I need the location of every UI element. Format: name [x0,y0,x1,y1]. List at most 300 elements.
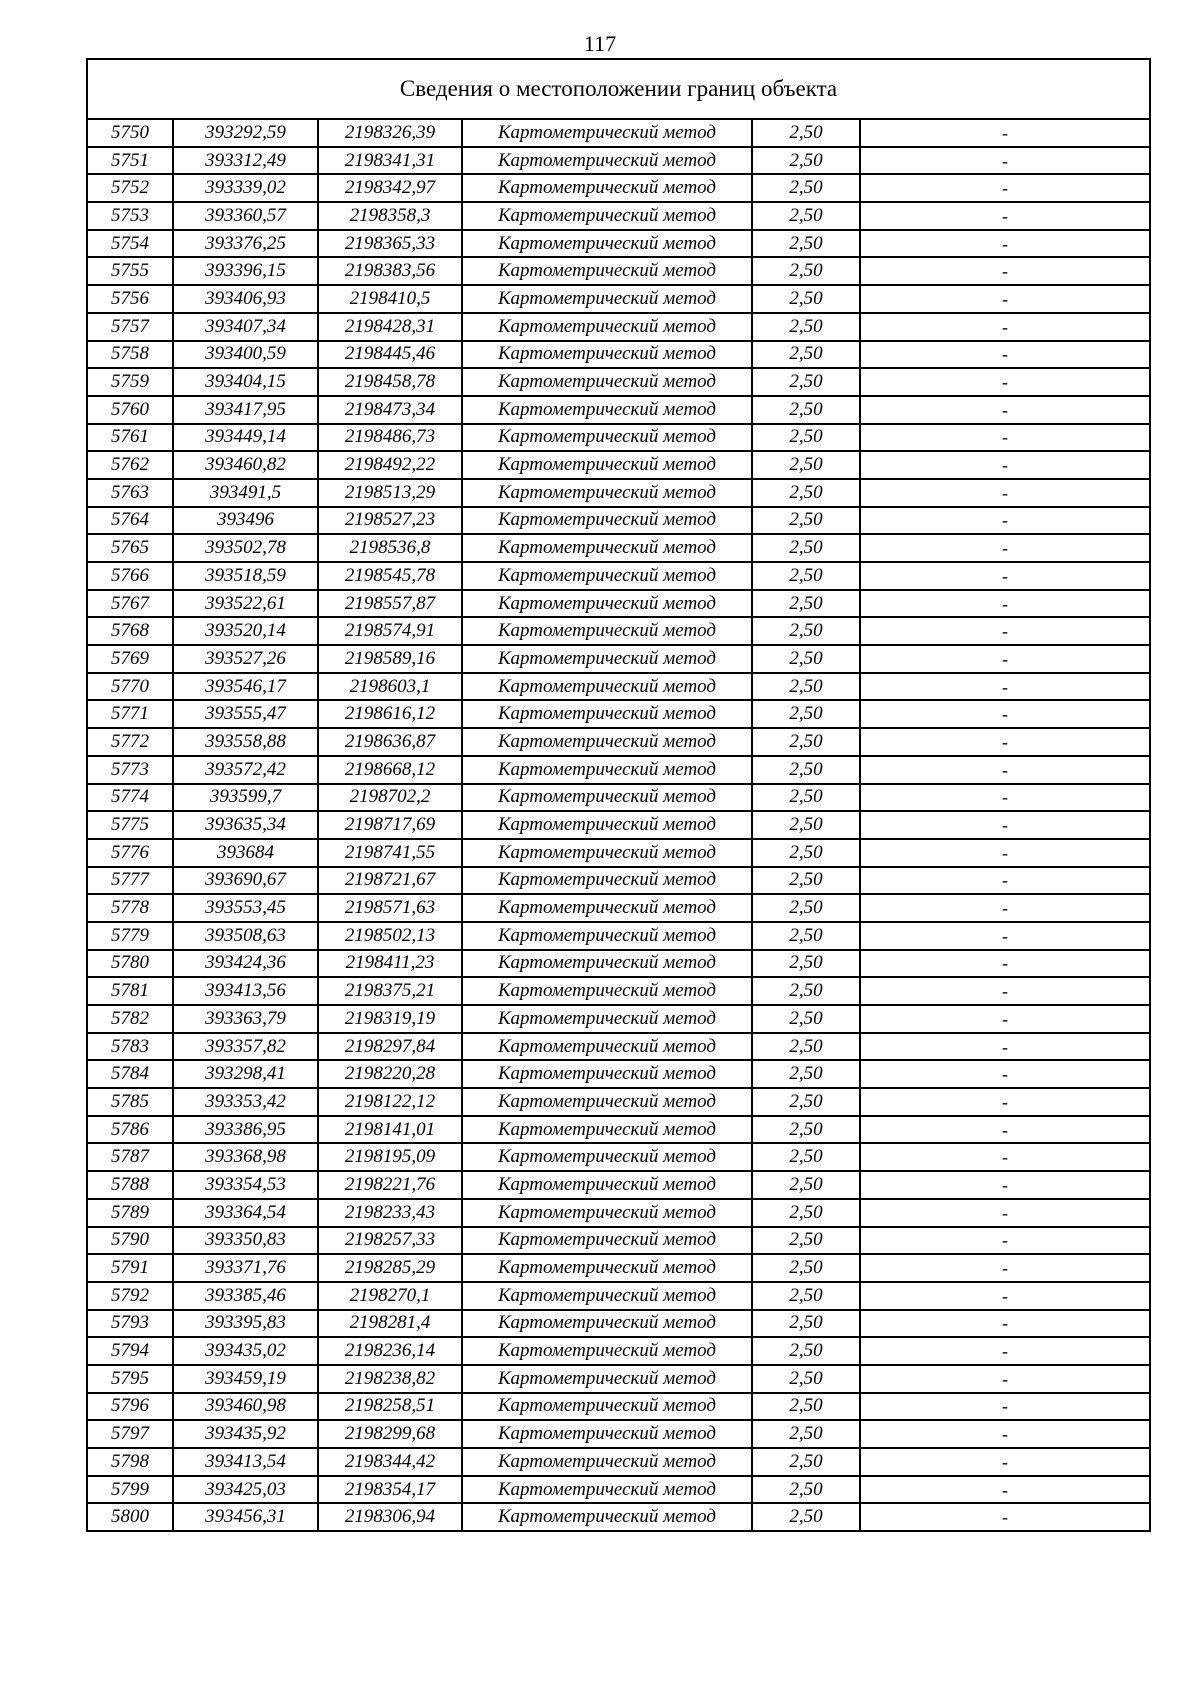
note-cell: - [860,839,1150,867]
note-cell: - [860,673,1150,701]
point-number-cell: 5762 [87,451,173,479]
y-coordinate-cell: 2198341,31 [318,147,462,175]
method-cell: Картометрический метод [462,700,752,728]
y-coordinate-cell: 2198473,34 [318,396,462,424]
point-number-cell: 5765 [87,534,173,562]
x-coordinate-cell: 393406,93 [173,285,318,313]
accuracy-cell: 2,50 [752,562,860,590]
x-coordinate-cell: 393502,78 [173,534,318,562]
accuracy-cell: 2,50 [752,1420,860,1448]
table-row [87,451,1150,479]
note-cell: - [860,562,1150,590]
method-cell: Картометрический метод [462,147,752,175]
accuracy-cell: 2,50 [752,1199,860,1227]
note-cell: - [860,230,1150,258]
y-coordinate-cell: 2198486,73 [318,424,462,452]
method-cell: Картометрический метод [462,119,752,147]
table-row [87,479,1150,507]
y-coordinate-cell: 2198220,28 [318,1060,462,1088]
accuracy-cell: 2,50 [752,119,860,147]
note-cell: - [860,1337,1150,1365]
method-cell: Картометрический метод [462,1199,752,1227]
page-number: 117 [583,31,617,56]
table-row [87,1088,1150,1116]
accuracy-cell: 2,50 [752,1337,860,1365]
y-coordinate-cell: 2198702,2 [318,784,462,812]
table-row [87,1060,1150,1088]
note-cell: - [860,867,1150,895]
method-cell: Картометрический метод [462,977,752,1005]
note-cell: - [860,368,1150,396]
note-cell: - [860,313,1150,341]
table-row [87,590,1150,618]
point-number-cell: 5775 [87,811,173,839]
method-cell: Картометрический метод [462,341,752,369]
note-cell: - [860,396,1150,424]
point-number-cell: 5785 [87,1088,173,1116]
point-number-cell: 5772 [87,728,173,756]
note-cell: - [860,1171,1150,1199]
point-number-cell: 5757 [87,313,173,341]
point-number-cell: 5789 [87,1199,173,1227]
accuracy-cell: 2,50 [752,1005,860,1033]
note-cell: - [860,257,1150,285]
y-coordinate-cell: 2198281,4 [318,1310,462,1338]
method-cell: Картометрический метод [462,368,752,396]
table-row [87,673,1150,701]
x-coordinate-cell: 393491,5 [173,479,318,507]
accuracy-cell: 2,50 [752,424,860,452]
y-coordinate-cell: 2198636,87 [318,728,462,756]
accuracy-cell: 2,50 [752,1393,860,1421]
point-number-cell: 5782 [87,1005,173,1033]
note-cell: - [860,147,1150,175]
y-coordinate-cell: 2198299,68 [318,1420,462,1448]
method-cell: Картометрический метод [462,1365,752,1393]
note-cell: - [860,534,1150,562]
y-coordinate-cell: 2198717,69 [318,811,462,839]
x-coordinate-cell: 393424,36 [173,950,318,978]
accuracy-cell: 2,50 [752,700,860,728]
table-row [87,867,1150,895]
x-coordinate-cell: 393690,67 [173,867,318,895]
method-cell: Картометрический метод [462,728,752,756]
table-row [87,313,1150,341]
point-number-cell: 5784 [87,1060,173,1088]
table-row [87,285,1150,313]
table-row [87,562,1150,590]
note-cell: - [860,424,1150,452]
x-coordinate-cell: 393357,82 [173,1033,318,1061]
y-coordinate-cell: 2198557,87 [318,590,462,618]
table-row [87,1227,1150,1255]
y-coordinate-cell: 2198238,82 [318,1365,462,1393]
table-row [87,1393,1150,1421]
method-cell: Картометрический метод [462,1420,752,1448]
y-coordinate-cell: 2198319,19 [318,1005,462,1033]
x-coordinate-cell: 393312,49 [173,147,318,175]
table-row [87,1476,1150,1504]
method-cell: Картометрический метод [462,645,752,673]
table-row [87,1005,1150,1033]
method-cell: Картометрический метод [462,1116,752,1144]
y-coordinate-cell: 2198458,78 [318,368,462,396]
accuracy-cell: 2,50 [752,894,860,922]
note-cell: - [860,1365,1150,1393]
point-number-cell: 5750 [87,119,173,147]
accuracy-cell: 2,50 [752,1060,860,1088]
point-number-cell: 5780 [87,950,173,978]
y-coordinate-cell: 2198257,33 [318,1227,462,1255]
note-cell: - [860,1420,1150,1448]
point-number-cell: 5754 [87,230,173,258]
table-row [87,202,1150,230]
point-number-cell: 5766 [87,562,173,590]
y-coordinate-cell: 2198574,91 [318,617,462,645]
note-cell: - [860,700,1150,728]
y-coordinate-cell: 2198258,51 [318,1393,462,1421]
point-number-cell: 5761 [87,424,173,452]
y-coordinate-cell: 2198236,14 [318,1337,462,1365]
note-cell: - [860,894,1150,922]
point-number-cell: 5759 [87,368,173,396]
point-number-cell: 5769 [87,645,173,673]
note-cell: - [860,977,1150,1005]
x-coordinate-cell: 393371,76 [173,1254,318,1282]
x-coordinate-cell: 393518,59 [173,562,318,590]
accuracy-cell: 2,50 [752,590,860,618]
note-cell: - [860,1143,1150,1171]
note-cell: - [860,756,1150,784]
x-coordinate-cell: 393599,7 [173,784,318,812]
point-number-cell: 5793 [87,1310,173,1338]
y-coordinate-cell: 2198428,31 [318,313,462,341]
x-coordinate-cell: 393546,17 [173,673,318,701]
accuracy-cell: 2,50 [752,1310,860,1338]
method-cell: Картометрический метод [462,424,752,452]
note-cell: - [860,1033,1150,1061]
method-cell: Картометрический метод [462,230,752,258]
point-number-cell: 5796 [87,1393,173,1421]
point-number-cell: 5787 [87,1143,173,1171]
accuracy-cell: 2,50 [752,784,860,812]
table-row [87,174,1150,202]
y-coordinate-cell: 2198502,13 [318,922,462,950]
point-number-cell: 5770 [87,673,173,701]
table-body [87,119,1150,1531]
table-row [87,1503,1150,1531]
accuracy-cell: 2,50 [752,1143,860,1171]
table-row [87,1033,1150,1061]
point-number-cell: 5783 [87,1033,173,1061]
accuracy-cell: 2,50 [752,645,860,673]
table-row [87,230,1150,258]
accuracy-cell: 2,50 [752,202,860,230]
accuracy-cell: 2,50 [752,396,860,424]
accuracy-cell: 2,50 [752,1088,860,1116]
table-row [87,700,1150,728]
y-coordinate-cell: 2198721,67 [318,867,462,895]
method-cell: Картометрический метод [462,1282,752,1310]
x-coordinate-cell: 393292,59 [173,119,318,147]
accuracy-cell: 2,50 [752,230,860,258]
table-row [87,922,1150,950]
accuracy-cell: 2,50 [752,950,860,978]
y-coordinate-cell: 2198527,23 [318,507,462,535]
note-cell: - [860,1005,1150,1033]
method-cell: Картометрический метод [462,1310,752,1338]
accuracy-cell: 2,50 [752,617,860,645]
point-number-cell: 5771 [87,700,173,728]
table-row [87,1337,1150,1365]
note-cell: - [860,645,1150,673]
boundary-coordinates-table [86,58,1151,1532]
note-cell: - [860,174,1150,202]
x-coordinate-cell: 393298,41 [173,1060,318,1088]
y-coordinate-cell: 2198342,97 [318,174,462,202]
x-coordinate-cell: 393460,82 [173,451,318,479]
x-coordinate-cell: 393425,03 [173,1476,318,1504]
table-row [87,368,1150,396]
note-cell: - [860,922,1150,950]
x-coordinate-cell: 393456,31 [173,1503,318,1531]
method-cell: Картометрический метод [462,1254,752,1282]
table-row [87,424,1150,452]
table-row [87,507,1150,535]
x-coordinate-cell: 393364,54 [173,1199,318,1227]
method-cell: Картометрический метод [462,811,752,839]
point-number-cell: 5800 [87,1503,173,1531]
method-cell: Картометрический метод [462,562,752,590]
method-cell: Картометрический метод [462,1476,752,1504]
table-row [87,645,1150,673]
x-coordinate-cell: 393396,15 [173,257,318,285]
y-coordinate-cell: 2198603,1 [318,673,462,701]
y-coordinate-cell: 2198285,29 [318,1254,462,1282]
y-coordinate-cell: 2198306,94 [318,1503,462,1531]
accuracy-cell: 2,50 [752,756,860,784]
accuracy-cell: 2,50 [752,977,860,1005]
table-row [87,756,1150,784]
note-cell: - [860,1393,1150,1421]
table-row [87,1116,1150,1144]
note-cell: - [860,1199,1150,1227]
note-cell: - [860,811,1150,839]
accuracy-cell: 2,50 [752,285,860,313]
y-coordinate-cell: 2198326,39 [318,119,462,147]
x-coordinate-cell: 393508,63 [173,922,318,950]
x-coordinate-cell: 393386,95 [173,1116,318,1144]
accuracy-cell: 2,50 [752,867,860,895]
accuracy-cell: 2,50 [752,1503,860,1531]
table-title-row [87,59,1150,119]
accuracy-cell: 2,50 [752,147,860,175]
y-coordinate-cell: 2198445,46 [318,341,462,369]
table-row [87,1254,1150,1282]
x-coordinate-cell: 393350,83 [173,1227,318,1255]
accuracy-cell: 2,50 [752,1033,860,1061]
accuracy-cell: 2,50 [752,1365,860,1393]
y-coordinate-cell: 2198536,8 [318,534,462,562]
x-coordinate-cell: 393413,54 [173,1448,318,1476]
point-number-cell: 5798 [87,1448,173,1476]
method-cell: Картометрический метод [462,174,752,202]
note-cell: - [860,119,1150,147]
x-coordinate-cell: 393527,26 [173,645,318,673]
method-cell: Картометрический метод [462,313,752,341]
x-coordinate-cell: 393553,45 [173,894,318,922]
note-cell: - [860,507,1150,535]
y-coordinate-cell: 2198344,42 [318,1448,462,1476]
method-cell: Картометрический метод [462,894,752,922]
table-row [87,784,1150,812]
table-row [87,811,1150,839]
note-cell: - [860,1476,1150,1504]
y-coordinate-cell: 2198221,76 [318,1171,462,1199]
table-row [87,257,1150,285]
point-number-cell: 5758 [87,341,173,369]
y-coordinate-cell: 2198358,3 [318,202,462,230]
method-cell: Картометрический метод [462,1393,752,1421]
point-number-cell: 5792 [87,1282,173,1310]
note-cell: - [860,728,1150,756]
point-number-cell: 5755 [87,257,173,285]
method-cell: Картометрический метод [462,396,752,424]
x-coordinate-cell: 393407,34 [173,313,318,341]
point-number-cell: 5774 [87,784,173,812]
method-cell: Картометрический метод [462,534,752,562]
x-coordinate-cell: 393400,59 [173,341,318,369]
method-cell: Картометрический метод [462,1503,752,1531]
note-cell: - [860,479,1150,507]
table-row [87,534,1150,562]
method-cell: Картометрический метод [462,867,752,895]
accuracy-cell: 2,50 [752,174,860,202]
table-row [87,1143,1150,1171]
accuracy-cell: 2,50 [752,507,860,535]
point-number-cell: 5751 [87,147,173,175]
accuracy-cell: 2,50 [752,811,860,839]
method-cell: Картометрический метод [462,1171,752,1199]
accuracy-cell: 2,50 [752,1171,860,1199]
x-coordinate-cell: 393395,83 [173,1310,318,1338]
x-coordinate-cell: 393435,02 [173,1337,318,1365]
x-coordinate-cell: 393558,88 [173,728,318,756]
note-cell: - [860,950,1150,978]
note-cell: - [860,451,1150,479]
method-cell: Картометрический метод [462,839,752,867]
accuracy-cell: 2,50 [752,1476,860,1504]
x-coordinate-cell: 393459,19 [173,1365,318,1393]
point-number-cell: 5752 [87,174,173,202]
note-cell: - [860,617,1150,645]
y-coordinate-cell: 2198383,56 [318,257,462,285]
point-number-cell: 5764 [87,507,173,535]
accuracy-cell: 2,50 [752,313,860,341]
note-cell: - [860,1254,1150,1282]
method-cell: Картометрический метод [462,451,752,479]
accuracy-cell: 2,50 [752,673,860,701]
table-row [87,1310,1150,1338]
y-coordinate-cell: 2198545,78 [318,562,462,590]
point-number-cell: 5776 [87,839,173,867]
y-coordinate-cell: 2198233,43 [318,1199,462,1227]
x-coordinate-cell: 393360,57 [173,202,318,230]
method-cell: Картометрический метод [462,1337,752,1365]
point-number-cell: 5799 [87,1476,173,1504]
y-coordinate-cell: 2198354,17 [318,1476,462,1504]
x-coordinate-cell: 393413,56 [173,977,318,1005]
method-cell: Картометрический метод [462,950,752,978]
table-row [87,839,1150,867]
x-coordinate-cell: 393520,14 [173,617,318,645]
y-coordinate-cell: 2198270,1 [318,1282,462,1310]
y-coordinate-cell: 2198513,29 [318,479,462,507]
y-coordinate-cell: 2198411,23 [318,950,462,978]
x-coordinate-cell: 393496 [173,507,318,535]
y-coordinate-cell: 2198616,12 [318,700,462,728]
y-coordinate-cell: 2198571,63 [318,894,462,922]
y-coordinate-cell: 2198141,01 [318,1116,462,1144]
accuracy-cell: 2,50 [752,728,860,756]
method-cell: Картометрический метод [462,1143,752,1171]
point-number-cell: 5788 [87,1171,173,1199]
table-row [87,119,1150,147]
note-cell: - [860,590,1150,618]
accuracy-cell: 2,50 [752,368,860,396]
x-coordinate-cell: 393635,34 [173,811,318,839]
table-row [87,1282,1150,1310]
accuracy-cell: 2,50 [752,341,860,369]
point-number-cell: 5786 [87,1116,173,1144]
method-cell: Картометрический метод [462,922,752,950]
x-coordinate-cell: 393684 [173,839,318,867]
x-coordinate-cell: 393555,47 [173,700,318,728]
x-coordinate-cell: 393354,53 [173,1171,318,1199]
point-number-cell: 5791 [87,1254,173,1282]
accuracy-cell: 2,50 [752,1116,860,1144]
x-coordinate-cell: 393385,46 [173,1282,318,1310]
table-row [87,728,1150,756]
x-coordinate-cell: 393460,98 [173,1393,318,1421]
table-row [87,1420,1150,1448]
method-cell: Картометрический метод [462,1448,752,1476]
table-row [87,341,1150,369]
y-coordinate-cell: 2198589,16 [318,645,462,673]
method-cell: Картометрический метод [462,673,752,701]
point-number-cell: 5778 [87,894,173,922]
method-cell: Картометрический метод [462,1060,752,1088]
point-number-cell: 5763 [87,479,173,507]
point-number-cell: 5781 [87,977,173,1005]
method-cell: Картометрический метод [462,590,752,618]
accuracy-cell: 2,50 [752,479,860,507]
method-cell: Картометрический метод [462,756,752,784]
y-coordinate-cell: 2198195,09 [318,1143,462,1171]
method-cell: Картометрический метод [462,479,752,507]
y-coordinate-cell: 2198410,5 [318,285,462,313]
note-cell: - [860,341,1150,369]
table-row [87,1171,1150,1199]
y-coordinate-cell: 2198365,33 [318,230,462,258]
accuracy-cell: 2,50 [752,257,860,285]
x-coordinate-cell: 393449,14 [173,424,318,452]
point-number-cell: 5795 [87,1365,173,1393]
note-cell: - [860,285,1150,313]
x-coordinate-cell: 393376,25 [173,230,318,258]
method-cell: Картометрический метод [462,1227,752,1255]
y-coordinate-cell: 2198297,84 [318,1033,462,1061]
